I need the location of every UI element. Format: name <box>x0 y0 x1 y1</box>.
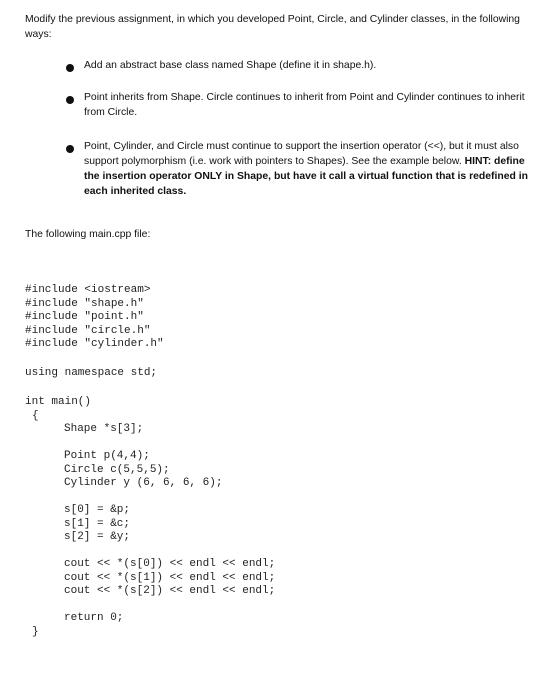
code-open-brace: { <box>32 409 39 422</box>
code-object: Circle c(5,5,5); <box>64 463 170 476</box>
main-cpp-label: The following main.cpp file: <box>25 229 151 240</box>
code-object: Cylinder y (6, 6, 6, 6); <box>64 477 223 489</box>
bullet-dot <box>66 64 74 72</box>
bullet-item-abstract-shape: Add an abstract base class named Shape (define it in shape.h). <box>84 60 377 71</box>
code-assignment: s[0] = &p; <box>64 504 131 516</box>
bullet-item-inheritance: Point inherits from Shape. Circle continues to inherit from Point and Cylinder continues to inherit from Circle. <box>84 92 525 118</box>
code-include: #include <iostream> <box>25 284 151 296</box>
code-assignment: s[2] = &y; <box>64 531 131 543</box>
code-include: #include "cylinder.h" <box>25 338 164 350</box>
bullet-dot <box>66 96 74 104</box>
bullet-item-text: Point, Cylinder, and Circle must continue to support the insertion operator (<<), but it must also support polymorphism (i.e. work with pointers to Shapes). See the example below. <box>84 141 519 167</box>
code-assignment: s[1] = &c; <box>64 517 131 530</box>
code-main-signature: int main() <box>25 396 92 408</box>
code-include: #include "shape.h" <box>25 297 144 310</box>
code-object: Point p(4,4); <box>64 450 150 462</box>
code-cout: cout << *(s[2]) << endl << endl; <box>64 585 276 597</box>
code-cout: cout << *(s[0]) << endl << endl; <box>64 558 276 570</box>
code-declaration: Shape *s[3]; <box>64 423 144 435</box>
intro-paragraph: Modify the previous assignment, in which you developed Point, Circle, and Cylinder classes, in the following ways: <box>25 14 520 40</box>
code-include: #include "circle.h" <box>25 324 151 337</box>
code-include: #include "point.h" <box>25 311 144 323</box>
bullet-dot <box>66 145 74 153</box>
bullet-item-insertion-operator <box>84 139 532 199</box>
code-close-brace: } <box>32 626 39 638</box>
code-cout: cout << *(s[1]) << endl << endl; <box>64 571 276 584</box>
code-return: return 0; <box>64 612 124 624</box>
hint-text: HINT: define the insertion operator ONLY in Shape, but have it call a virtual function that is redefined in each inherited class. <box>84 156 528 197</box>
code-using: using namespace std; <box>25 367 158 379</box>
